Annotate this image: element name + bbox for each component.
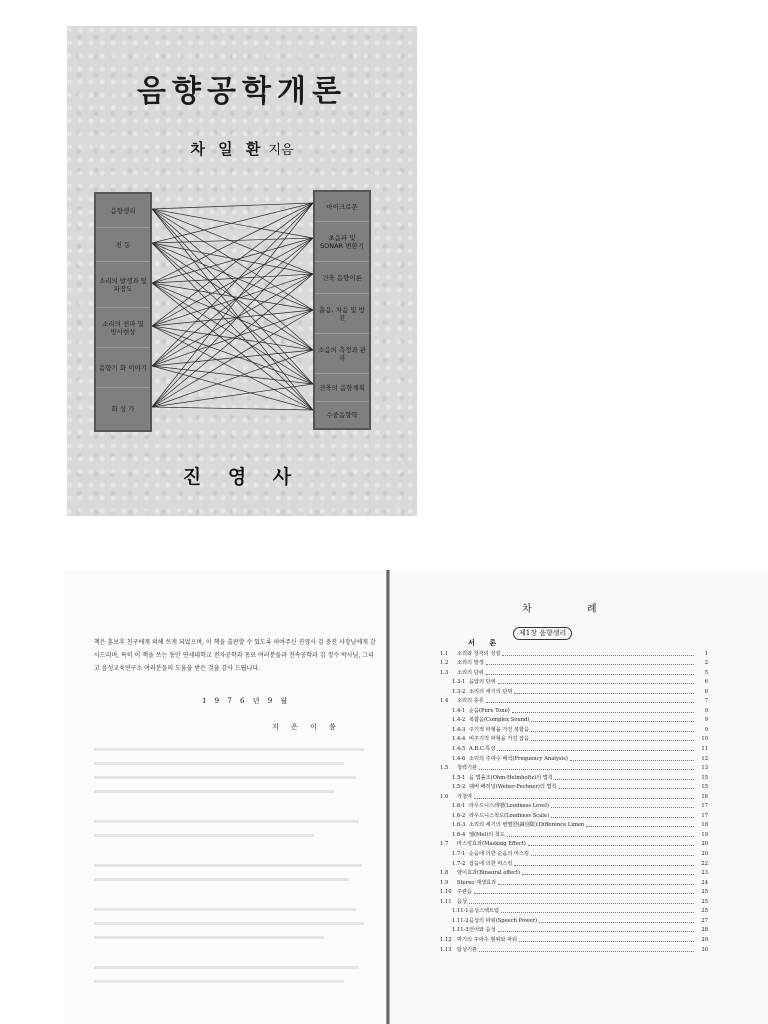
toc-entry-page: 20: [701, 841, 708, 848]
toc-entry-title: 소리의 단위: [457, 669, 484, 676]
toc-entry-number: 1.1: [440, 650, 449, 657]
toc-entry-number: 1.3: [440, 669, 449, 676]
connection-line: [152, 203, 313, 243]
bleed-through-text: [94, 748, 364, 751]
toc-entry: [440, 733, 708, 743]
toc-entry: [440, 704, 708, 714]
toc-entry-page: 25: [701, 908, 708, 915]
toc-entry-page: 15: [701, 774, 708, 781]
toc-leader-dots: [507, 835, 694, 837]
toc-entry-page: 20: [701, 851, 708, 858]
right-topic-box: 건축의 음향계획: [315, 374, 369, 402]
toc-entry-page: 22: [701, 860, 708, 867]
toc-entry: [440, 723, 708, 733]
toc-entry-number: 1.9: [440, 879, 449, 886]
toc-entry: [440, 714, 708, 724]
book-cover: [67, 26, 417, 516]
toc-leader-dots: [498, 930, 694, 932]
toc-entry-number: 1.4-6: [452, 755, 466, 762]
toc-entry: [440, 742, 708, 752]
toc-entry-title: 가청역: [457, 793, 473, 800]
toc-entry-title: 청력기관: [457, 765, 478, 772]
chapter-label: 제1장 음향생리: [513, 627, 572, 640]
toc-entry: [440, 905, 708, 915]
left-topic-box: 소리의 전파 및 방사현상: [96, 308, 150, 348]
bleed-through-text: [94, 980, 344, 983]
toc-entry-page: 17: [701, 803, 708, 810]
toc-leader-dots: [469, 902, 694, 904]
preface-text: 책은 훈보후 친구에게 의해 쓰게 되었으며, 이 책을 출판할 수 있도록 허여주신 진영사 김 중진 사장님에게 감사드리며, 특히 이 책을 쓰는 동안 연세대학교 전자공학과 동료 여러분들과 전속공학과 김 정수 박사님, 그리고 음성교육연구소 여러분들의 도움을 받은 것을 감사 드립니다.: [94, 639, 376, 672]
toc-entry-title: 비주기적 파형을 가진 잡음: [469, 736, 530, 743]
toc-entry-title: 주관음: [457, 889, 473, 896]
toc-entry-page: 10: [701, 736, 708, 743]
topic-connection-lines: [152, 192, 313, 432]
toc-entry-title: 탐성기관: [457, 946, 478, 953]
toc-leader-dots: [559, 787, 694, 789]
bleed-through-text: [94, 936, 324, 939]
toc-entry-number: 1.4-4: [452, 736, 466, 743]
toc-entry-title: 라우드니스척도(Loudness Scale): [469, 812, 550, 819]
toc-entry: [440, 781, 708, 791]
toc-entry: [440, 895, 708, 905]
toc-entry-number: 1.13: [440, 946, 452, 953]
toc-entry-number: 1.6-3: [452, 822, 466, 829]
toc-entry-page: 11: [701, 746, 708, 753]
toc-entry: [440, 762, 708, 772]
bleed-through-text: [94, 790, 334, 793]
toc-entry-number: 1.11-3: [452, 927, 469, 934]
toc-entry: [440, 752, 708, 762]
contents-page: [390, 570, 768, 1024]
toc-entry-page: 19: [701, 831, 708, 838]
toc-leader-dots: [519, 940, 694, 942]
toc-entry-title: 순음에 의한 순음의 마스킹: [469, 851, 530, 858]
right-topic-box: 초음파 및 SONAR 변환기: [315, 222, 369, 262]
toc-entry: [440, 800, 708, 810]
bleed-through-text: [94, 922, 364, 925]
toc-entry-number: 1.12: [440, 936, 452, 943]
preface-signature: 지 은 이 씀: [272, 723, 341, 731]
toc-entry-number: 1.4-3: [452, 726, 466, 733]
toc-leader-dots: [528, 844, 694, 846]
connection-line: [152, 407, 313, 410]
toc-entry-number: 1.6: [440, 793, 449, 800]
toc-entry: [440, 838, 708, 848]
connection-line: [152, 209, 313, 410]
toc-entry-title: 음성스펙트럼: [469, 908, 500, 915]
toc-entry-page: 28: [701, 927, 708, 934]
toc-entry-title: 소리의 발생: [457, 660, 484, 667]
toc-entry-title: 잡음에 의한 마스킹: [469, 860, 513, 867]
toc-leader-dots: [551, 816, 694, 818]
toc-entry-title: 양이효과(Binaural effect): [457, 870, 521, 877]
left-topic-box: 음향생리: [96, 194, 150, 228]
connection-line: [152, 326, 313, 410]
toc-leader-dots: [498, 883, 694, 885]
toc-entry-page: 17: [701, 812, 708, 819]
toc-leader-dots: [531, 730, 694, 732]
toc-entry: [440, 924, 708, 934]
toc-entry-number: 1.5-2: [452, 784, 466, 791]
toc-entry: [440, 657, 708, 667]
toc-entry-page: 23: [701, 870, 708, 877]
author-suffix: 지음: [268, 143, 294, 158]
preface-page: [64, 570, 388, 1024]
toc-heading: 차 례: [522, 604, 623, 615]
toc-entry-page: 13: [701, 765, 708, 772]
toc-entry-page: 16: [701, 793, 708, 800]
toc-leader-dots: [531, 739, 694, 741]
toc-entry: [440, 847, 708, 857]
right-topic-box: 건축 음향이론: [315, 262, 369, 294]
toc-entry-number: 1.6-2: [452, 812, 466, 819]
toc-leader-dots: [514, 864, 694, 866]
toc-leader-dots: [502, 654, 694, 656]
toc-entry-title: 마스킹효과(Masking Effect): [457, 841, 526, 848]
left-topic-box: 소리의 발생과 및 파장도: [96, 262, 150, 308]
toc-entry-title: 음 법률조(Ohm-Helmholtz)의 법칙: [469, 774, 553, 781]
toc-entry-page: 5: [704, 669, 708, 676]
toc-leader-dots: [531, 854, 694, 856]
toc-entry-page: 24: [701, 879, 708, 886]
connection-line: [152, 203, 313, 407]
toc-entry-number: 1.7-2: [452, 860, 466, 867]
toc-entry-number: 1.3-1: [452, 679, 466, 686]
section-heading: 서 론: [468, 638, 502, 647]
toc-entry-page: 25: [701, 889, 708, 896]
toc-entry-page: 2: [704, 660, 708, 667]
left-topic-column: [94, 192, 152, 432]
toc-entry-title: 멜(Mel)의 척도: [469, 831, 505, 838]
toc-entry-number: 1.4-2: [452, 717, 466, 724]
toc-leader-dots: [501, 911, 694, 913]
toc-entry-number: 1.4: [440, 698, 449, 705]
toc-entry-title: 주기적 파형을 가진 복합음: [469, 726, 530, 733]
toc-entry-page: 9: [704, 707, 708, 714]
bleed-through-text: [94, 878, 349, 881]
toc-entry: [440, 790, 708, 800]
toc-entry-title: Stereo 재생효과: [457, 879, 497, 886]
toc-leader-dots: [479, 768, 694, 770]
toc-entry-number: 1.5-1: [452, 774, 466, 781]
toc-entry-number: 1.3-2: [452, 688, 466, 695]
connection-line: [152, 274, 313, 407]
toc-entry: [440, 828, 708, 838]
bleed-through-text: [94, 864, 362, 867]
toc-entry: [440, 819, 708, 829]
toc-entry-page: 9: [704, 726, 708, 733]
left-topic-box: 진 동: [96, 228, 150, 262]
toc-entry-number: 1.7-1: [452, 851, 466, 858]
author-name: 차 일 환: [190, 140, 265, 158]
toc-leader-dots: [497, 749, 694, 751]
toc-entry-number: 1.2: [440, 660, 449, 667]
right-topic-box: 수중음향학: [326, 411, 358, 419]
toc-entry-page: 6: [704, 679, 708, 686]
toc-entry-number: 1.11-1: [452, 908, 469, 915]
toc-entry-number: 1.4-1: [452, 707, 466, 714]
toc-leader-dots: [570, 759, 694, 761]
toc-entry: [440, 685, 708, 695]
toc-leader-dots: [551, 806, 694, 808]
cover-author: [67, 138, 417, 159]
toc-entry-number: 1.6-4: [452, 831, 466, 838]
bleed-through-text: [94, 966, 359, 969]
toc-entry: [440, 647, 708, 657]
toc-leader-dots: [512, 711, 694, 713]
toc-entry-title: 웨버 페히널(Weber-Fechner)의 법칙: [469, 784, 557, 791]
toc-entry-title: 소리의 세기의 단위: [469, 688, 513, 695]
toc-entry-page: 9: [704, 717, 708, 724]
toc-entry-number: 1.10: [440, 889, 452, 896]
toc-entry-title: 소리와 청각의 성질: [457, 650, 501, 657]
toc-entry-title: 음압의 단위: [469, 679, 496, 686]
toc-entry: [440, 876, 708, 886]
toc-entry-number: 1.11: [440, 898, 452, 905]
toc-leader-dots: [486, 663, 694, 665]
toc-entry-title: 음성: [457, 898, 468, 905]
toc-entry-page: 27: [701, 917, 708, 924]
toc-entry-title: 복합음(Complex Sound): [469, 717, 530, 724]
toc-entry: [440, 676, 708, 686]
toc-leader-dots: [474, 797, 694, 799]
toc-entry-title: 소리의 세기의 변별한(識別限);Difference Limen: [469, 822, 585, 829]
toc-entry-page: 29: [701, 936, 708, 943]
connection-line: [152, 203, 313, 209]
right-topic-column: [313, 190, 371, 430]
connection-line: [152, 243, 313, 410]
left-topic-box: 화 성 가: [111, 405, 135, 413]
toc-entry-number: 1.8: [440, 870, 449, 877]
toc-leader-dots: [522, 873, 694, 875]
connection-line: [152, 203, 313, 283]
connection-line: [152, 283, 313, 350]
toc-entry-number: 1.7: [440, 841, 449, 848]
toc-entry-page: 12: [701, 755, 708, 762]
cover-publisher: 진 영 사: [182, 466, 302, 488]
toc-entry-page: 1: [704, 650, 708, 657]
toc-entry: [440, 943, 708, 953]
toc-entry-title: 악기의 주파수 범위와 파워: [457, 936, 518, 943]
toc-entry-number: 1.11-2: [452, 917, 469, 924]
left-topic-box: 음향기 화 이야기: [96, 348, 150, 388]
bleed-through-text: [94, 834, 314, 837]
toc-leader-dots: [486, 673, 694, 675]
bleed-through-text: [94, 762, 344, 765]
bleed-through-text: [94, 820, 359, 823]
toc-entry-title: 라우드니스레벨(Loudness Level): [469, 803, 549, 810]
toc-entry-page: 30: [701, 946, 708, 953]
right-topic-box: 소음의 측정과 관리: [315, 334, 369, 374]
toc-entry-title: 언어와 음성: [469, 927, 496, 934]
toc-leader-dots: [498, 682, 694, 684]
toc-leader-dots: [486, 701, 694, 703]
toc-entry-title: 음성의 파워(Speech Power): [469, 917, 538, 924]
toc-entry: [440, 933, 708, 943]
connection-line: [152, 209, 313, 310]
toc-entry: [440, 695, 708, 705]
toc-leader-dots: [479, 950, 694, 952]
toc-entry-page: 6: [704, 688, 708, 695]
toc-entry-number: 1.4-5: [452, 746, 466, 753]
toc-entry-title: A.B.C.특성: [469, 746, 496, 753]
bleed-through-text: [94, 908, 356, 911]
toc-leader-dots: [555, 778, 694, 780]
toc-entry-page: 15: [701, 784, 708, 791]
cover-title: 음향공학개론: [137, 74, 347, 109]
toc-entry: [440, 914, 708, 924]
toc-leader-dots: [474, 892, 694, 894]
connection-line: [152, 243, 313, 274]
toc-entry-page: 18: [701, 822, 708, 829]
toc-entry: [440, 809, 708, 819]
connection-line: [152, 203, 313, 366]
toc-entry-title: 소리의 주파수 해석(Frequency Analysis): [469, 755, 568, 762]
toc-entry-title: 소리의 종류: [457, 698, 484, 705]
toc-entry-number: 1.5: [440, 765, 449, 772]
toc-list: [440, 647, 708, 953]
toc-entry: [440, 771, 708, 781]
toc-leader-dots: [514, 692, 694, 694]
connection-line: [152, 283, 313, 310]
right-topic-box: 흡음, 차음 및 방진: [315, 294, 369, 334]
toc-entry: [440, 886, 708, 896]
toc-entry-page: 7: [704, 698, 708, 705]
toc-entry: [440, 857, 708, 867]
toc-entry-title: 순음(Pure Tone): [469, 707, 510, 714]
bleed-through-text: [94, 776, 356, 779]
toc-entry: [440, 867, 708, 877]
toc-leader-dots: [531, 720, 694, 722]
toc-leader-dots: [539, 921, 694, 923]
toc-entry: [440, 666, 708, 676]
toc-leader-dots: [586, 825, 694, 827]
toc-entry-number: 1.6-1: [452, 803, 466, 810]
connection-line: [152, 209, 313, 350]
preface-date: 1 9 7 6 년 9 월: [202, 697, 291, 705]
toc-entry-page: 25: [701, 898, 708, 905]
right-topic-box: 마이크로폰: [315, 192, 369, 222]
